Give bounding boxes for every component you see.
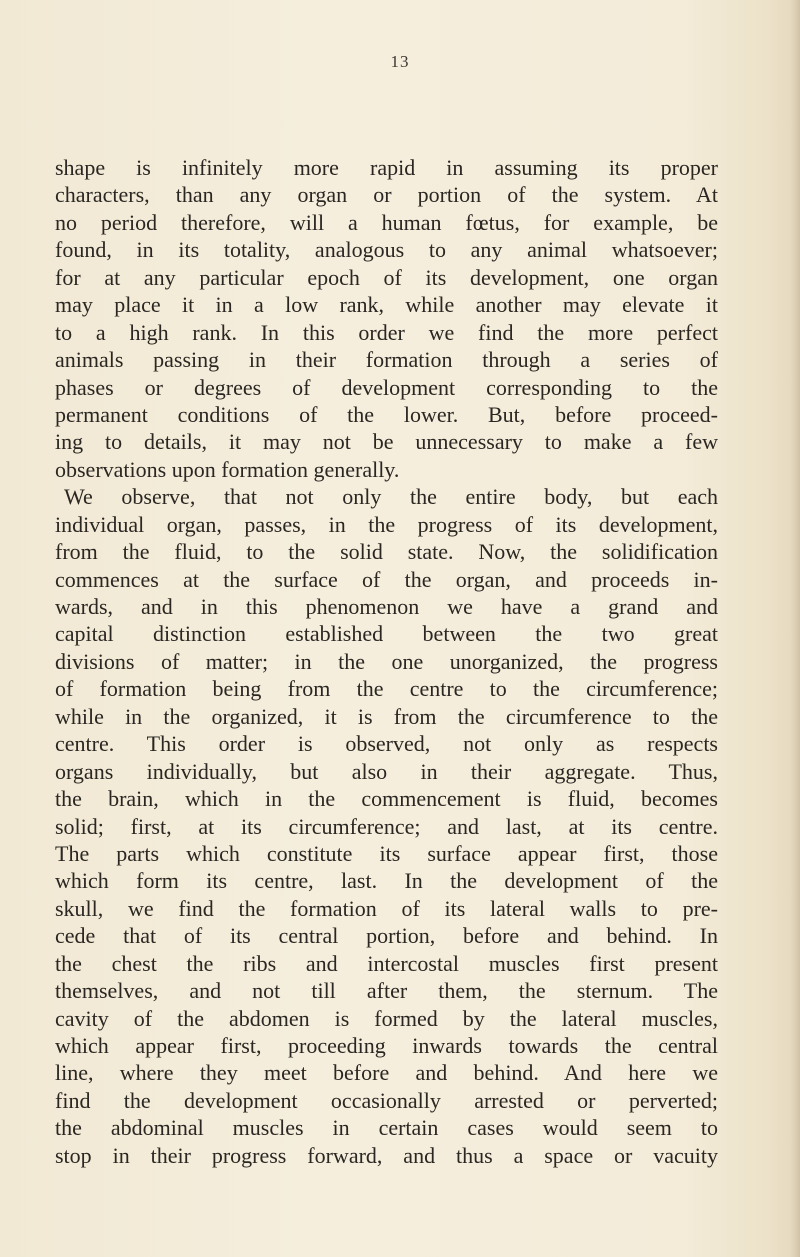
text-line: animals passing in their formation through a series of [55, 347, 718, 373]
page-edge-shadow [790, 0, 800, 1257]
page-number: 13 [390, 52, 410, 71]
text-line: cavity of the abdomen is formed by the lateral muscles, [55, 1005, 718, 1031]
text-line: capital distinction established between the two great [55, 621, 718, 647]
text-line: from the fluid, to the solid state. Now, the solidification [55, 539, 718, 565]
text-line: cede that of its central portion, before and behind. In [55, 923, 718, 949]
text-line: found, in its totality, analogous to any animal whatsoever; [55, 237, 718, 263]
text-line: observations upon formation generally. [55, 456, 400, 482]
text-line: which appear first, proceeding inwards towards the central [55, 1033, 718, 1058]
text-line: the abdominal muscles in certain cases would seem to [55, 1115, 718, 1141]
text-line: ing to details, it may not be unnecessary to make a few [55, 429, 718, 455]
text-line: the brain, which in the commencement is fluid, becomes [55, 786, 718, 812]
text-line: no period therefore, will a human fœtus, for example, be [55, 209, 718, 235]
text-line: shape is infinitely more rapid in assuming its proper [55, 155, 718, 180]
text-line: phases or degrees of development corresponding to the [55, 374, 718, 400]
text-line: The parts which constitute its surface appear first, those [55, 840, 718, 866]
text-line: skull, we find the formation of its lateral walls to pre- [55, 895, 718, 921]
text-line: for at any particular epoch of its development, one organ [55, 264, 718, 290]
text-line: divisions of matter; in the one unorganized, the progress [55, 648, 718, 674]
text-line: may place it in a low rank, while another may elevate it [55, 292, 718, 318]
text-line: characters, than any organ or portion of the system. At [55, 182, 718, 208]
text-line: themselves, and not till after them, the sternum. The [55, 978, 718, 1004]
text-line: which form its centre, last. In the development of the [55, 868, 718, 894]
text-line: stop in their progress forward, and thus a space or vacuity [55, 1142, 718, 1168]
text-line: commences at the surface of the organ, and proceeds in- [55, 566, 718, 592]
text-line: line, where they meet before and behind. And here we [55, 1060, 718, 1086]
text-line: centre. This order is observed, not only as respects [55, 731, 718, 757]
text-line: while in the organized, it is from the circumference to the [55, 703, 718, 729]
text-line: organs individually, but also in their aggregate. Thus, [55, 758, 718, 784]
text-line: solid; first, at its circumference; and last, at its centre. [55, 813, 718, 839]
text-line: individual organ, passes, in the progress of its development, [55, 511, 718, 537]
text-line: of formation being from the centre to the circumference; [55, 676, 718, 702]
body-text [55, 154, 718, 1169]
text-line: the chest the ribs and intercostal muscles first present [55, 950, 718, 976]
text-line: to a high rank. In this order we find the more perfect [55, 319, 718, 345]
text-line: We observe, that not only the entire body, but each [64, 484, 718, 510]
text-line: wards, and in this phenomenon we have a grand and [55, 594, 718, 619]
text-line: find the development occasionally arrested or perverted; [55, 1087, 718, 1113]
text-line: permanent conditions of the lower. But, before proceed- [55, 401, 718, 427]
